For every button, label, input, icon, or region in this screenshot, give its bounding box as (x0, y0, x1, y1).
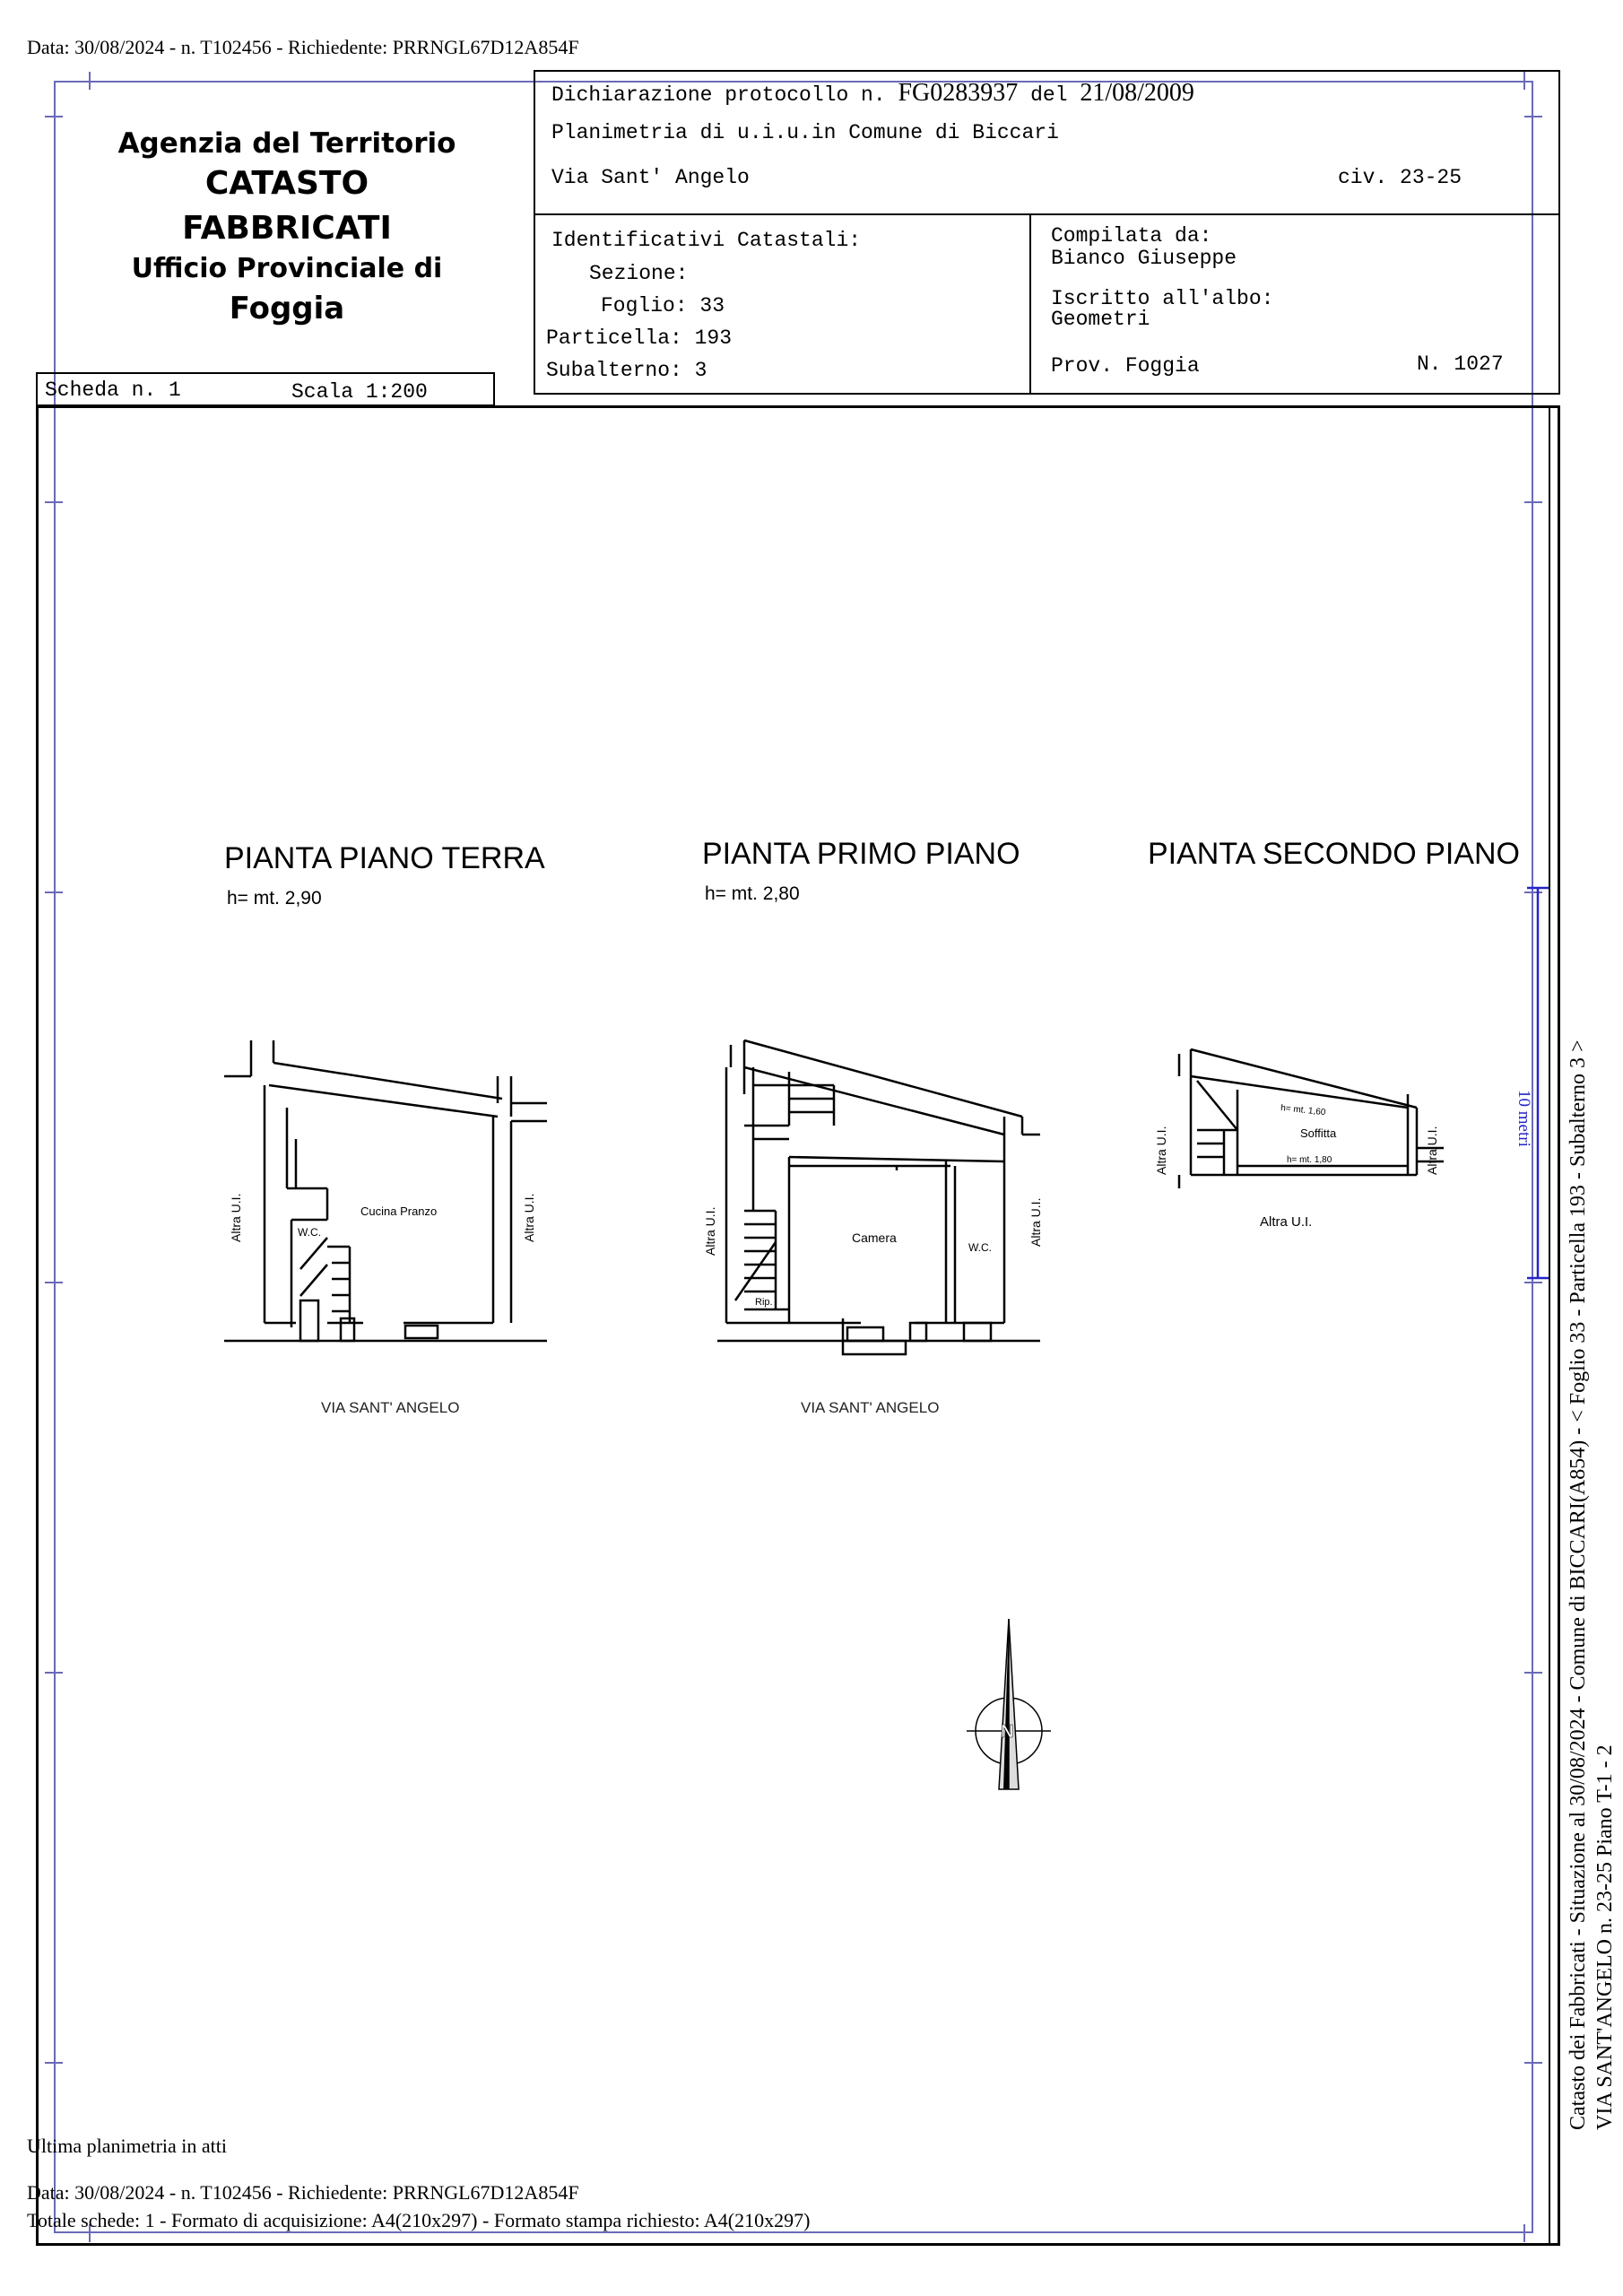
soffitta-height-top: h= mt. 1,60 (1280, 1103, 1326, 1118)
street-label-ground: VIA SANT' ANGELO (321, 1399, 460, 1416)
room-cucina-pranzo: Cucina Pranzo (360, 1205, 438, 1218)
declaration-line (551, 79, 1194, 108)
side-note-line2: VIA SANT'ANGELO n. 23-25 Piano T-1 - 2 (1593, 1744, 1617, 2130)
footer-data: Data: 30/08/2024 - n. T102456 - Richiedente: PRRNGL67D12A854F (27, 2181, 579, 2204)
declaration-number: FG0283937 (898, 79, 1019, 107)
plan-height-first: h= mt. 2,80 (705, 883, 800, 904)
scheda-box (36, 372, 495, 406)
room-wc-first: W.C. (968, 1241, 992, 1254)
catasto-title: CATASTO FABBRICATI (182, 165, 392, 247)
footer-totale: Totale schede: 1 - Formato di acquisizione: A4(210x297) - Formato stampa richiesto: A4(210x297) (27, 2209, 811, 2231)
planimetria-line: Planimetria di u.i.u.in Comune di Biccari (551, 121, 1059, 144)
compilata-name: Bianco Giuseppe (1051, 247, 1237, 270)
civic-number: civ. 23-25 (1338, 166, 1462, 189)
top-request-line: Data: 30/08/2024 - n. T102456 - Richiedente: PRRNGL67D12A854F (27, 36, 579, 58)
room-wc-ground: W.C. (298, 1226, 321, 1239)
side-situation-note (1565, 1000, 1619, 2130)
foglio-field: Foglio: 33 (601, 294, 725, 317)
ufficio-label: Ufficio Provinciale di (131, 253, 443, 284)
room-camera: Camera (852, 1231, 897, 1245)
subalterno-field: Subalterno: 3 (546, 359, 707, 382)
declaration-label: Dichiarazione protocollo n. (551, 83, 886, 107)
prov-field: Prov. Foggia (1051, 354, 1200, 378)
identificativi-box (534, 213, 1031, 395)
second-side-right: Altra U.I. (1425, 1126, 1439, 1175)
room-soffitta: Soffitta (1300, 1126, 1337, 1140)
albo-value: Geometri (1051, 308, 1150, 331)
plan-title-second: PIANTA SECONDO PIANO (1148, 837, 1521, 871)
compilata-box (1029, 213, 1560, 395)
room-rip: Rip. (755, 1297, 773, 1308)
plan-title-first: PIANTA PRIMO PIANO (702, 837, 1020, 871)
soffitta-height-bottom: h= mt. 1,80 (1287, 1155, 1332, 1165)
ufficio-city: Foggia (229, 291, 345, 326)
scale-bar (1520, 883, 1556, 1287)
sezione-field: Sezione: (589, 262, 689, 285)
svg-text:N: N (1001, 1722, 1014, 1742)
declaration-box (534, 70, 1560, 215)
street-line: Via Sant' Angelo (551, 166, 750, 189)
footer-ultima: Ultima planimetria in atti (27, 2135, 227, 2157)
agency-name: Agenzia del Territorio (117, 127, 456, 160)
scheda-number: Scheda n. 1 (45, 378, 181, 402)
ground-side-left: Altra U.I. (229, 1193, 243, 1242)
drawing-frame-inner-line (1549, 405, 1550, 2246)
first-floor-plan (703, 1031, 1049, 1372)
street-label-first: VIA SANT' ANGELO (801, 1399, 940, 1416)
identificativi-title: Identificativi Catastali: (551, 229, 862, 252)
ground-side-right: Altra U.I. (522, 1193, 536, 1242)
scale-bar-label: 10 metri (1515, 1090, 1533, 1147)
albo-label: Iscritto all'albo: (1051, 287, 1274, 310)
ground-floor-plan (215, 1031, 556, 1354)
north-arrow-icon (959, 1614, 1058, 1794)
side-note-line1: Catasto dei Fabbricati - Situazione al 30/08/2024 - Comune di BICCARI(A854) - < Foglio 33 - Particella 193 - Subalterno 3 > (1567, 1039, 1590, 2130)
first-side-right: Altra U.I. (1028, 1197, 1043, 1247)
second-floor-plan (1148, 1040, 1471, 1247)
first-side-left: Altra U.I. (703, 1206, 717, 1256)
plan-title-ground: PIANTA PIANO TERRA (224, 841, 545, 875)
declaration-date: 21/08/2009 (1080, 79, 1194, 107)
scheda-scale: Scala 1:200 (291, 380, 428, 404)
compilata-label: Compilata da: (1051, 224, 1212, 248)
agency-block (99, 126, 475, 330)
second-side-left: Altra U.I. (1154, 1126, 1168, 1175)
second-bottom-label: Altra U.I. (1260, 1214, 1313, 1230)
particella-field: Particella: 193 (546, 326, 733, 350)
albo-number: N. 1027 (1417, 352, 1504, 376)
plan-height-ground: h= mt. 2,90 (227, 888, 322, 909)
declaration-del: del (1030, 83, 1068, 107)
